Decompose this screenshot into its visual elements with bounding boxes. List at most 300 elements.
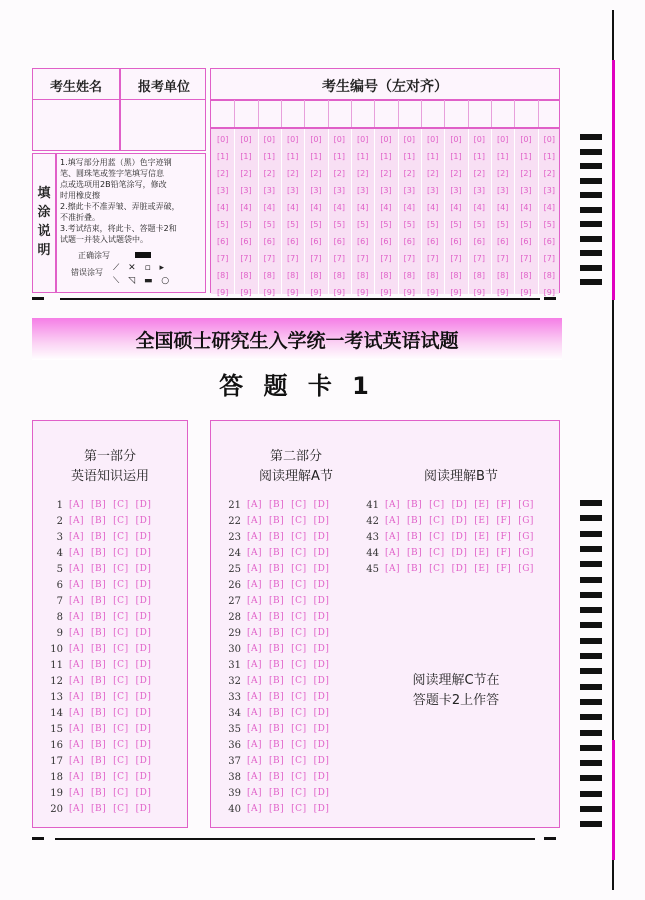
answer-bubble[interactable]: [C] xyxy=(291,740,307,750)
answer-bubble[interactable]: [F] xyxy=(496,516,512,526)
answer-bubble[interactable]: [A] xyxy=(247,612,263,622)
answer-bubble[interactable]: [A] xyxy=(247,596,263,606)
answer-bubble[interactable]: [B] xyxy=(269,644,285,654)
answer-bubble[interactable]: [C] xyxy=(113,676,129,686)
answer-bubble[interactable]: [D] xyxy=(135,708,152,718)
answer-bubble[interactable]: [A] xyxy=(247,644,263,654)
answer-bubble[interactable]: [D] xyxy=(313,548,330,558)
answer-bubble[interactable]: [C] xyxy=(113,804,129,814)
answer-bubble[interactable]: [G] xyxy=(518,516,534,526)
answer-bubble[interactable]: [B] xyxy=(269,756,285,766)
digit-bubble[interactable]: [0] xyxy=(286,135,299,144)
answer-bubble[interactable]: [D] xyxy=(135,628,152,638)
digit-bubble[interactable]: [6] xyxy=(403,237,415,246)
answer-bubble[interactable]: [D] xyxy=(313,628,330,638)
digit-bubble[interactable]: [8] xyxy=(286,271,299,280)
digit-bubble[interactable]: [9] xyxy=(240,288,252,297)
exam-id-digit-cell[interactable] xyxy=(351,100,375,127)
answer-bubble[interactable]: [C] xyxy=(113,724,129,734)
answer-bubble[interactable]: [D] xyxy=(135,804,152,814)
digit-bubble[interactable]: [4] xyxy=(473,203,485,212)
answer-bubble[interactable]: [B] xyxy=(407,548,423,558)
digit-bubble[interactable]: [3] xyxy=(263,186,275,195)
digit-bubble[interactable]: [5] xyxy=(286,220,299,229)
exam-id-column[interactable] xyxy=(328,131,351,301)
answer-bubble[interactable]: [B] xyxy=(91,724,107,734)
digit-bubble[interactable]: [9] xyxy=(333,288,345,297)
digit-bubble[interactable]: [3] xyxy=(333,186,345,195)
digit-bubble[interactable]: [1] xyxy=(473,152,485,161)
answer-bubble[interactable]: [D] xyxy=(313,740,330,750)
digit-bubble[interactable]: [9] xyxy=(403,288,415,297)
answer-bubble[interactable]: [C] xyxy=(113,628,129,638)
answer-bubble[interactable]: [C] xyxy=(291,676,307,686)
answer-bubble[interactable]: [B] xyxy=(91,516,107,526)
answer-bubble[interactable]: [C] xyxy=(291,708,307,718)
answer-bubble[interactable]: [A] xyxy=(247,676,263,686)
digit-bubble[interactable]: [8] xyxy=(520,271,532,280)
answer-bubble[interactable]: [B] xyxy=(269,676,285,686)
answer-bubble[interactable]: [B] xyxy=(91,804,107,814)
exam-id-digit-cell[interactable] xyxy=(281,100,305,127)
answer-bubble[interactable]: [F] xyxy=(496,500,512,510)
answer-bubble[interactable]: [A] xyxy=(247,692,263,702)
answer-bubble[interactable]: [D] xyxy=(135,612,152,622)
digit-bubble[interactable]: [8] xyxy=(426,271,439,280)
digit-bubble[interactable]: [3] xyxy=(543,186,555,195)
digit-bubble[interactable]: [8] xyxy=(473,271,485,280)
answer-bubble[interactable]: [B] xyxy=(91,500,107,510)
answer-bubble[interactable]: [D] xyxy=(451,516,468,526)
answer-bubble[interactable]: [D] xyxy=(135,548,152,558)
digit-bubble[interactable]: [5] xyxy=(356,220,369,229)
digit-bubble[interactable]: [7] xyxy=(520,254,532,263)
digit-bubble[interactable]: [7] xyxy=(216,254,229,263)
digit-bubble[interactable]: [6] xyxy=(310,237,322,246)
answer-bubble[interactable]: [E] xyxy=(474,516,490,526)
answer-bubble[interactable]: [B] xyxy=(91,660,107,670)
digit-bubble[interactable]: [9] xyxy=(473,288,485,297)
answer-bubble[interactable]: [D] xyxy=(313,612,330,622)
answer-bubble[interactable]: [B] xyxy=(91,788,107,798)
answer-bubble[interactable]: [D] xyxy=(135,564,152,574)
answer-bubble[interactable]: [A] xyxy=(247,708,263,718)
digit-bubble[interactable]: [4] xyxy=(543,203,555,212)
answer-bubble[interactable]: [C] xyxy=(113,644,129,654)
exam-id-digit-cell[interactable] xyxy=(468,100,492,127)
digit-bubble[interactable]: [2] xyxy=(380,169,392,178)
answer-bubble[interactable]: [A] xyxy=(385,564,401,574)
digit-bubble[interactable]: [0] xyxy=(310,135,322,144)
digit-bubble[interactable]: [3] xyxy=(310,186,322,195)
exam-id-column[interactable] xyxy=(421,131,444,301)
exam-id-column[interactable] xyxy=(351,131,374,301)
digit-bubble[interactable]: [4] xyxy=(310,203,322,212)
digit-bubble[interactable]: [1] xyxy=(333,152,345,161)
exam-id-column[interactable] xyxy=(491,131,514,301)
digit-bubble[interactable]: [0] xyxy=(216,135,229,144)
answer-bubble[interactable]: [A] xyxy=(69,740,85,750)
answer-bubble[interactable]: [D] xyxy=(313,756,330,766)
answer-bubble[interactable]: [D] xyxy=(313,660,330,670)
exam-id-digit-cell[interactable] xyxy=(444,100,468,127)
answer-bubble[interactable]: [B] xyxy=(269,772,285,782)
digit-bubble[interactable]: [0] xyxy=(333,135,345,144)
exam-id-digit-cell[interactable] xyxy=(328,100,352,127)
answer-bubble[interactable]: [A] xyxy=(247,724,263,734)
digit-bubble[interactable]: [2] xyxy=(216,169,229,178)
answer-bubble[interactable]: [A] xyxy=(69,516,85,526)
answer-bubble[interactable]: [B] xyxy=(269,692,285,702)
digit-bubble[interactable]: [1] xyxy=(543,152,555,161)
answer-bubble[interactable]: [A] xyxy=(69,644,85,654)
answer-bubble[interactable]: [C] xyxy=(429,532,445,542)
answer-bubble[interactable]: [A] xyxy=(247,628,263,638)
exam-id-digit-cell[interactable] xyxy=(421,100,445,127)
digit-bubble[interactable]: [4] xyxy=(286,203,299,212)
digit-bubble[interactable]: [5] xyxy=(496,220,509,229)
answer-bubble[interactable]: [A] xyxy=(247,660,263,670)
answer-bubble[interactable]: [D] xyxy=(135,788,152,798)
answer-bubble[interactable]: [A] xyxy=(247,580,263,590)
digit-bubble[interactable]: [3] xyxy=(286,186,299,195)
answer-bubble[interactable]: [A] xyxy=(385,548,401,558)
digit-bubble[interactable]: [8] xyxy=(356,271,369,280)
answer-bubble[interactable]: [C] xyxy=(113,548,129,558)
digit-bubble[interactable]: [0] xyxy=(403,135,415,144)
digit-bubble[interactable]: [4] xyxy=(520,203,532,212)
digit-bubble[interactable]: [9] xyxy=(426,288,439,297)
answer-bubble[interactable]: [B] xyxy=(269,804,285,814)
digit-bubble[interactable]: [2] xyxy=(543,169,555,178)
digit-bubble[interactable]: [3] xyxy=(473,186,485,195)
answer-bubble[interactable]: [C] xyxy=(291,516,307,526)
digit-bubble[interactable]: [5] xyxy=(310,220,322,229)
answer-bubble[interactable]: [C] xyxy=(291,500,307,510)
answer-bubble[interactable]: [B] xyxy=(269,628,285,638)
digit-bubble[interactable]: [1] xyxy=(380,152,392,161)
answer-bubble[interactable]: [D] xyxy=(313,676,330,686)
answer-bubble[interactable]: [A] xyxy=(69,548,85,558)
answer-bubble[interactable]: [B] xyxy=(269,612,285,622)
digit-bubble[interactable]: [0] xyxy=(520,135,532,144)
answer-bubble[interactable]: [B] xyxy=(407,532,423,542)
answer-bubble[interactable]: [B] xyxy=(91,708,107,718)
answer-bubble[interactable]: [B] xyxy=(407,564,423,574)
answer-bubble[interactable]: [B] xyxy=(269,532,285,542)
exam-id-column[interactable] xyxy=(234,131,257,301)
digit-bubble[interactable]: [3] xyxy=(356,186,369,195)
answer-bubble[interactable]: [A] xyxy=(69,660,85,670)
answer-bubble[interactable]: [B] xyxy=(91,548,107,558)
exam-id-digit-cell[interactable] xyxy=(491,100,515,127)
answer-bubble[interactable]: [F] xyxy=(496,548,512,558)
answer-bubble[interactable]: [E] xyxy=(474,500,490,510)
answer-bubble[interactable]: [C] xyxy=(291,660,307,670)
answer-bubble[interactable]: [D] xyxy=(313,772,330,782)
digit-bubble[interactable]: [6] xyxy=(380,237,392,246)
digit-bubble[interactable]: [9] xyxy=(286,288,299,297)
answer-bubble[interactable]: [C] xyxy=(113,596,129,606)
digit-bubble[interactable]: [6] xyxy=(473,237,485,246)
answer-bubble[interactable]: [D] xyxy=(135,660,152,670)
answer-bubble[interactable]: [B] xyxy=(91,564,107,574)
answer-bubble[interactable]: [A] xyxy=(247,788,263,798)
digit-bubble[interactable]: [6] xyxy=(356,237,369,246)
digit-bubble[interactable]: [1] xyxy=(496,152,509,161)
answer-bubble[interactable]: [C] xyxy=(113,772,129,782)
answer-bubble[interactable]: [C] xyxy=(113,788,129,798)
digit-bubble[interactable]: [8] xyxy=(450,271,462,280)
digit-bubble[interactable]: [4] xyxy=(426,203,439,212)
digit-bubble[interactable]: [2] xyxy=(240,169,252,178)
digit-bubble[interactable]: [5] xyxy=(473,220,485,229)
answer-bubble[interactable]: [D] xyxy=(135,644,152,654)
exam-id-column[interactable] xyxy=(538,131,561,301)
answer-bubble[interactable]: [C] xyxy=(429,564,445,574)
answer-bubble[interactable]: [B] xyxy=(91,628,107,638)
digit-bubble[interactable]: [9] xyxy=(450,288,462,297)
exam-id-digit-cell[interactable] xyxy=(258,100,282,127)
answer-bubble[interactable]: [D] xyxy=(313,596,330,606)
exam-id-column[interactable] xyxy=(304,131,327,301)
answer-bubble[interactable]: [C] xyxy=(113,564,129,574)
answer-bubble[interactable]: [C] xyxy=(113,756,129,766)
digit-bubble[interactable]: [0] xyxy=(263,135,275,144)
digit-bubble[interactable]: [5] xyxy=(263,220,275,229)
digit-bubble[interactable]: [6] xyxy=(216,237,229,246)
digit-bubble[interactable]: [7] xyxy=(543,254,555,263)
answer-bubble[interactable]: [B] xyxy=(91,740,107,750)
digit-bubble[interactable]: [1] xyxy=(310,152,322,161)
digit-bubble[interactable]: [3] xyxy=(240,186,252,195)
digit-bubble[interactable]: [7] xyxy=(426,254,439,263)
answer-bubble[interactable]: [B] xyxy=(407,516,423,526)
answer-bubble[interactable]: [A] xyxy=(247,756,263,766)
answer-bubble[interactable]: [B] xyxy=(91,772,107,782)
exam-id-column[interactable] xyxy=(281,131,304,301)
answer-bubble[interactable]: [A] xyxy=(247,548,263,558)
digit-bubble[interactable]: [4] xyxy=(263,203,275,212)
answer-bubble[interactable]: [D] xyxy=(135,724,152,734)
answer-bubble[interactable]: [F] xyxy=(496,532,512,542)
answer-bubble[interactable]: [C] xyxy=(291,564,307,574)
digit-bubble[interactable]: [0] xyxy=(426,135,439,144)
answer-bubble[interactable]: [G] xyxy=(518,564,534,574)
digit-bubble[interactable]: [8] xyxy=(543,271,555,280)
digit-bubble[interactable]: [5] xyxy=(520,220,532,229)
digit-bubble[interactable]: [7] xyxy=(263,254,275,263)
answer-bubble[interactable]: [B] xyxy=(91,756,107,766)
exam-id-column[interactable] xyxy=(514,131,537,301)
answer-bubble[interactable]: [B] xyxy=(269,500,285,510)
answer-bubble[interactable]: [B] xyxy=(91,692,107,702)
digit-bubble[interactable]: [9] xyxy=(310,288,322,297)
digit-bubble[interactable]: [2] xyxy=(426,169,439,178)
digit-bubble[interactable]: [8] xyxy=(403,271,415,280)
answer-bubble[interactable]: [D] xyxy=(313,532,330,542)
answer-bubble[interactable]: [B] xyxy=(407,500,423,510)
answer-bubble[interactable]: [E] xyxy=(474,532,490,542)
answer-bubble[interactable]: [A] xyxy=(247,532,263,542)
digit-bubble[interactable]: [8] xyxy=(380,271,392,280)
digit-bubble[interactable]: [0] xyxy=(496,135,509,144)
exam-id-digit-cell[interactable] xyxy=(211,100,235,127)
exam-id-digit-cell[interactable] xyxy=(398,100,422,127)
exam-id-digit-cell[interactable] xyxy=(374,100,398,127)
answer-bubble[interactable]: [D] xyxy=(135,676,152,686)
digit-bubble[interactable]: [1] xyxy=(426,152,439,161)
digit-bubble[interactable]: [2] xyxy=(450,169,462,178)
exam-id-column[interactable] xyxy=(374,131,397,301)
answer-bubble[interactable]: [A] xyxy=(69,676,85,686)
answer-bubble[interactable]: [A] xyxy=(247,740,263,750)
answer-bubble[interactable]: [A] xyxy=(385,500,401,510)
answer-bubble[interactable]: [D] xyxy=(313,564,330,574)
answer-bubble[interactable]: [D] xyxy=(313,580,330,590)
answer-bubble[interactable]: [D] xyxy=(135,692,152,702)
answer-bubble[interactable]: [D] xyxy=(451,548,468,558)
answer-bubble[interactable]: [B] xyxy=(269,724,285,734)
answer-bubble[interactable]: [B] xyxy=(269,596,285,606)
digit-bubble[interactable]: [8] xyxy=(263,271,275,280)
answer-bubble[interactable]: [C] xyxy=(113,532,129,542)
digit-bubble[interactable]: [6] xyxy=(426,237,439,246)
digit-bubble[interactable]: [0] xyxy=(380,135,392,144)
digit-bubble[interactable]: [1] xyxy=(520,152,532,161)
answer-bubble[interactable]: [C] xyxy=(291,724,307,734)
exam-id-digit-cell[interactable] xyxy=(304,100,328,127)
answer-bubble[interactable]: [B] xyxy=(91,644,107,654)
answer-bubble[interactable]: [D] xyxy=(313,708,330,718)
answer-bubble[interactable]: [C] xyxy=(291,788,307,798)
answer-bubble[interactable]: [A] xyxy=(385,516,401,526)
answer-bubble[interactable]: [B] xyxy=(269,580,285,590)
answer-bubble[interactable]: [D] xyxy=(451,532,468,542)
digit-bubble[interactable]: [2] xyxy=(333,169,345,178)
digit-bubble[interactable]: [0] xyxy=(473,135,485,144)
answer-bubble[interactable]: [D] xyxy=(313,500,330,510)
digit-bubble[interactable]: [9] xyxy=(496,288,509,297)
answer-bubble[interactable]: [D] xyxy=(135,740,152,750)
answer-bubble[interactable]: [B] xyxy=(269,740,285,750)
answer-bubble[interactable]: [B] xyxy=(269,548,285,558)
answer-bubble[interactable]: [D] xyxy=(451,500,468,510)
exam-id-column[interactable] xyxy=(444,131,467,301)
answer-bubble[interactable]: [A] xyxy=(69,500,85,510)
exam-id-column[interactable] xyxy=(258,131,281,301)
answer-bubble[interactable]: [C] xyxy=(291,772,307,782)
digit-bubble[interactable]: [4] xyxy=(403,203,415,212)
digit-bubble[interactable]: [1] xyxy=(240,152,252,161)
exam-id-digit-cell[interactable] xyxy=(234,100,258,127)
answer-bubble[interactable]: [A] xyxy=(69,580,85,590)
digit-bubble[interactable]: [8] xyxy=(310,271,322,280)
digit-bubble[interactable]: [6] xyxy=(333,237,345,246)
answer-bubble[interactable]: [A] xyxy=(69,756,85,766)
answer-bubble[interactable]: [D] xyxy=(313,644,330,654)
answer-bubble[interactable]: [A] xyxy=(247,516,263,526)
digit-bubble[interactable]: [9] xyxy=(216,288,229,297)
digit-bubble[interactable]: [7] xyxy=(403,254,415,263)
answer-bubble[interactable]: [G] xyxy=(518,500,534,510)
answer-bubble[interactable]: [D] xyxy=(135,516,152,526)
answer-bubble[interactable]: [B] xyxy=(269,788,285,798)
digit-bubble[interactable]: [0] xyxy=(240,135,252,144)
answer-bubble[interactable]: [C] xyxy=(113,692,129,702)
digit-bubble[interactable]: [5] xyxy=(426,220,439,229)
digit-bubble[interactable]: [6] xyxy=(543,237,555,246)
answer-bubble[interactable]: [A] xyxy=(247,772,263,782)
digit-bubble[interactable]: [5] xyxy=(333,220,345,229)
digit-bubble[interactable]: [2] xyxy=(263,169,275,178)
answer-bubble[interactable]: [B] xyxy=(91,612,107,622)
answer-bubble[interactable]: [B] xyxy=(269,708,285,718)
digit-bubble[interactable]: [6] xyxy=(286,237,299,246)
answer-bubble[interactable]: [D] xyxy=(135,772,152,782)
answer-bubble[interactable]: [A] xyxy=(69,788,85,798)
answer-bubble[interactable]: [E] xyxy=(474,564,490,574)
digit-bubble[interactable]: [0] xyxy=(356,135,369,144)
digit-bubble[interactable]: [3] xyxy=(426,186,439,195)
digit-bubble[interactable]: [2] xyxy=(520,169,532,178)
answer-bubble[interactable]: [G] xyxy=(518,532,534,542)
exam-id-digit-cell[interactable] xyxy=(514,100,538,127)
digit-bubble[interactable]: [4] xyxy=(496,203,509,212)
answer-bubble[interactable]: [D] xyxy=(135,500,152,510)
digit-bubble[interactable]: [4] xyxy=(216,203,229,212)
answer-bubble[interactable]: [D] xyxy=(451,564,468,574)
digit-bubble[interactable]: [9] xyxy=(356,288,369,297)
answer-bubble[interactable]: [C] xyxy=(291,580,307,590)
answer-bubble[interactable]: [D] xyxy=(313,516,330,526)
digit-bubble[interactable]: [3] xyxy=(380,186,392,195)
answer-bubble[interactable]: [E] xyxy=(474,548,490,558)
digit-bubble[interactable]: [3] xyxy=(450,186,462,195)
digit-bubble[interactable]: [7] xyxy=(356,254,369,263)
digit-bubble[interactable]: [0] xyxy=(450,135,462,144)
answer-bubble[interactable]: [A] xyxy=(69,532,85,542)
digit-bubble[interactable]: [2] xyxy=(496,169,509,178)
digit-bubble[interactable]: [4] xyxy=(333,203,345,212)
answer-bubble[interactable]: [C] xyxy=(291,612,307,622)
answer-bubble[interactable]: [D] xyxy=(313,788,330,798)
answer-bubble[interactable]: [D] xyxy=(135,596,152,606)
answer-bubble[interactable]: [C] xyxy=(113,740,129,750)
answer-bubble[interactable]: [B] xyxy=(91,676,107,686)
answer-bubble[interactable]: [A] xyxy=(69,724,85,734)
digit-bubble[interactable]: [2] xyxy=(356,169,369,178)
digit-bubble[interactable]: [1] xyxy=(286,152,299,161)
answer-bubble[interactable]: [C] xyxy=(113,500,129,510)
answer-bubble[interactable]: [B] xyxy=(91,596,107,606)
digit-bubble[interactable]: [3] xyxy=(496,186,509,195)
digit-bubble[interactable]: [5] xyxy=(450,220,462,229)
digit-bubble[interactable]: [4] xyxy=(380,203,392,212)
digit-bubble[interactable]: [4] xyxy=(450,203,462,212)
answer-bubble[interactable]: [C] xyxy=(429,516,445,526)
digit-bubble[interactable]: [3] xyxy=(216,186,229,195)
digit-bubble[interactable]: [2] xyxy=(403,169,415,178)
exam-id-column[interactable] xyxy=(468,131,491,301)
digit-bubble[interactable]: [7] xyxy=(333,254,345,263)
digit-bubble[interactable]: [7] xyxy=(450,254,462,263)
digit-bubble[interactable]: [7] xyxy=(310,254,322,263)
answer-bubble[interactable]: [A] xyxy=(69,804,85,814)
answer-bubble[interactable]: [C] xyxy=(291,644,307,654)
answer-bubble[interactable]: [C] xyxy=(291,628,307,638)
answer-bubble[interactable]: [A] xyxy=(69,692,85,702)
